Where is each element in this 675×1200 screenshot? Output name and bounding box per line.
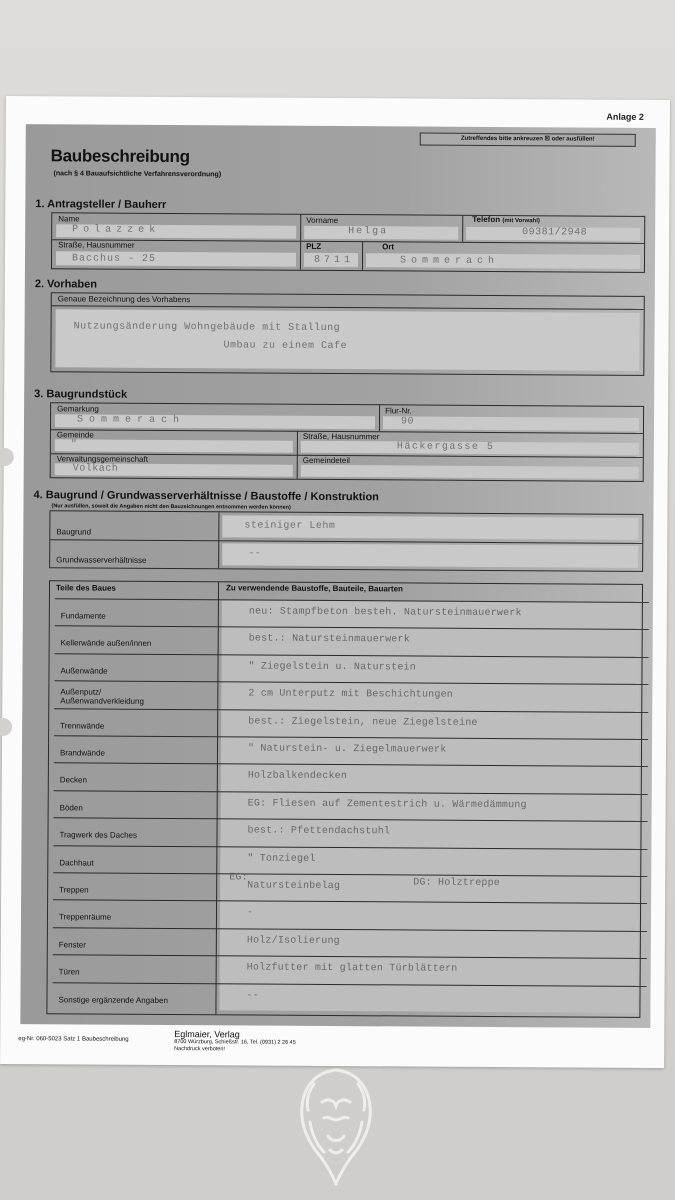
row-label: Fenster: [58, 940, 86, 950]
row-label-line-2: Außenwandverkleidung: [60, 696, 144, 707]
row-value[interactable]: best.: Pfettendachstuhl: [247, 825, 391, 838]
gemarkung-field[interactable]: Sommerach: [76, 414, 186, 427]
flur-label: Flur-Nr.: [385, 406, 412, 416]
col-materials-header: Zu verwendende Baustoffe, Bauteile, Bauarten: [225, 583, 403, 594]
name-field[interactable]: Polazzek: [72, 224, 161, 236]
row-value[interactable]: Holzfutter mit glatten Türblättern: [246, 962, 458, 975]
vorname-label: Vorname: [306, 215, 339, 226]
row-value-extra[interactable]: DG: Holztreppe: [413, 877, 501, 890]
footer-form-number: eg-Nr. 060-5023 Satz 1 Baubeschreibung: [18, 1036, 129, 1043]
row-value[interactable]: 2 cm Unterputz mit Beschichtungen: [248, 688, 454, 701]
row-label: Trennwände: [60, 720, 105, 731]
page-title: Baubeschreibung: [50, 146, 190, 167]
telefon-label: Telefon (mit Vorwahl): [472, 214, 540, 225]
flur-field[interactable]: 90: [400, 416, 415, 428]
row-value[interactable]: neu: Stampfbeton besteh. Natursteinmauerwerk: [248, 606, 522, 620]
row-label: Böden: [59, 803, 83, 813]
applicant-box: [51, 212, 645, 273]
punch-hole: [0, 718, 12, 736]
row-label: Kellerwände außen/innen: [60, 638, 152, 649]
row-label: Decken: [59, 775, 87, 785]
ground-box: [49, 510, 643, 572]
row-value[interactable]: Holzbalkendecken: [247, 770, 348, 783]
property-strasse-label: Straße, Hausnummer: [302, 431, 380, 442]
col-parts-header: Teile des Baues: [55, 583, 116, 593]
gemarkung-label: Gemarkung: [57, 404, 99, 414]
row-label: Außenwände: [60, 666, 108, 676]
footer-address: 8700 Würzburg, Schießstr. 16, Tel. (0931) 2 26 45: [174, 1039, 296, 1046]
strasse-field[interactable]: Bacchus - 25: [71, 253, 157, 265]
plz-field[interactable]: 8711: [313, 254, 355, 267]
ort-field[interactable]: Sommerach: [399, 255, 500, 268]
section-3-heading: 3. Baugrundstück: [34, 388, 128, 401]
vg-field[interactable]: Volkach: [72, 463, 119, 475]
instruction-box: Zutreffendes bitte ankreuzen ☒ oder ausfüllen!: [420, 133, 636, 147]
ort-label: Ort: [382, 242, 395, 252]
project-line-2[interactable]: Umbau zu einem Cafe: [223, 340, 348, 353]
gemeindeteil-label: Gemeindeteil: [302, 455, 350, 466]
row-label: Treppen: [59, 885, 89, 895]
row-value[interactable]: " Ziegelstein u. Naturstein: [248, 661, 416, 674]
telefon-field[interactable]: 09381/2948: [522, 227, 588, 239]
project-box: [50, 292, 644, 376]
project-line-1[interactable]: Nutzungsänderung Wohngebäude mit Stallung: [73, 321, 341, 335]
row-value[interactable]: -: [246, 907, 254, 919]
plz-label: PLZ: [306, 241, 322, 251]
vg-label: Verwaltungsgemeinschaft: [56, 454, 148, 464]
section-1-heading: 1. Antragsteller / Bauherr: [35, 198, 167, 211]
form-sheet: [0, 96, 670, 1068]
row-label: Brandwände: [59, 748, 105, 758]
project-label: Genaue Bezeichnung des Vorhabens: [57, 294, 191, 305]
vorname-field[interactable]: Helga: [348, 226, 389, 238]
property-box: [50, 402, 644, 482]
grundwasser-label: Grundwasserverhältnisse: [56, 555, 147, 565]
row-value[interactable]: Natursteinbelag: [247, 880, 341, 893]
gemeinde-field[interactable]: ": [70, 439, 78, 451]
row-label: Sonstige ergänzende Angaben: [58, 994, 168, 1005]
row-label: Treppenräume: [58, 912, 112, 923]
row-value[interactable]: best.: Ziegelstein, neue Ziegelsteine: [248, 716, 478, 729]
attachment-label: Anlage 2: [606, 111, 644, 122]
row-label: Außenputz/: [60, 687, 102, 697]
row-label: Dachhaut: [59, 857, 94, 868]
page-subtitle: (nach § 4 Bauaufsichtliche Verfahrensverordnung): [53, 170, 222, 179]
table-row: [52, 982, 646, 1014]
row-value[interactable]: Holz/Isolierung: [246, 935, 340, 947]
row-value[interactable]: " Tonziegel: [247, 853, 316, 865]
footer-notice: Nachdruck verboten!: [174, 1046, 225, 1053]
grundwasser-field[interactable]: --: [248, 548, 262, 560]
row-label: Fundamente: [60, 611, 106, 621]
strasse-label: Straße, Hausnummer: [58, 240, 135, 250]
row-value[interactable]: " Naturstein- u. Ziegelmauerwerk: [247, 743, 447, 756]
section-4-heading: 4. Baugrund / Grundwasserverhältnisse / Baustoffe / Konstruktion: [33, 489, 379, 504]
section-4-note: (Nur ausfüllen, soweit die Angaben nicht den Bauzeichnungen entnommen werden können): [51, 503, 291, 511]
row-value[interactable]: EG: Fliesen auf Zementestrich u. Wärmedämmung: [247, 798, 527, 811]
section-2-heading: 2. Vorhaben: [34, 278, 98, 291]
footer-publisher: Eglmaier, Verlag: [174, 1029, 240, 1040]
row-label: Türen: [58, 967, 80, 977]
property-strasse-field[interactable]: Häckergasse 5: [396, 441, 495, 453]
baugrund-label: Baugrund: [56, 527, 92, 537]
row-value-prefix: EG:: [229, 872, 248, 884]
row-value[interactable]: --: [246, 990, 259, 1002]
punch-hole: [0, 448, 14, 466]
gemeinde-label: Gemeinde: [56, 430, 94, 440]
row-label: Tragwerk des Daches: [59, 830, 138, 841]
name-label: Name: [58, 214, 80, 224]
row-value[interactable]: best.: Natursteinmauerwerk: [248, 633, 410, 646]
baugrund-field[interactable]: steiniger Lehm: [244, 520, 336, 533]
lion-watermark-logo: [286, 1062, 386, 1188]
